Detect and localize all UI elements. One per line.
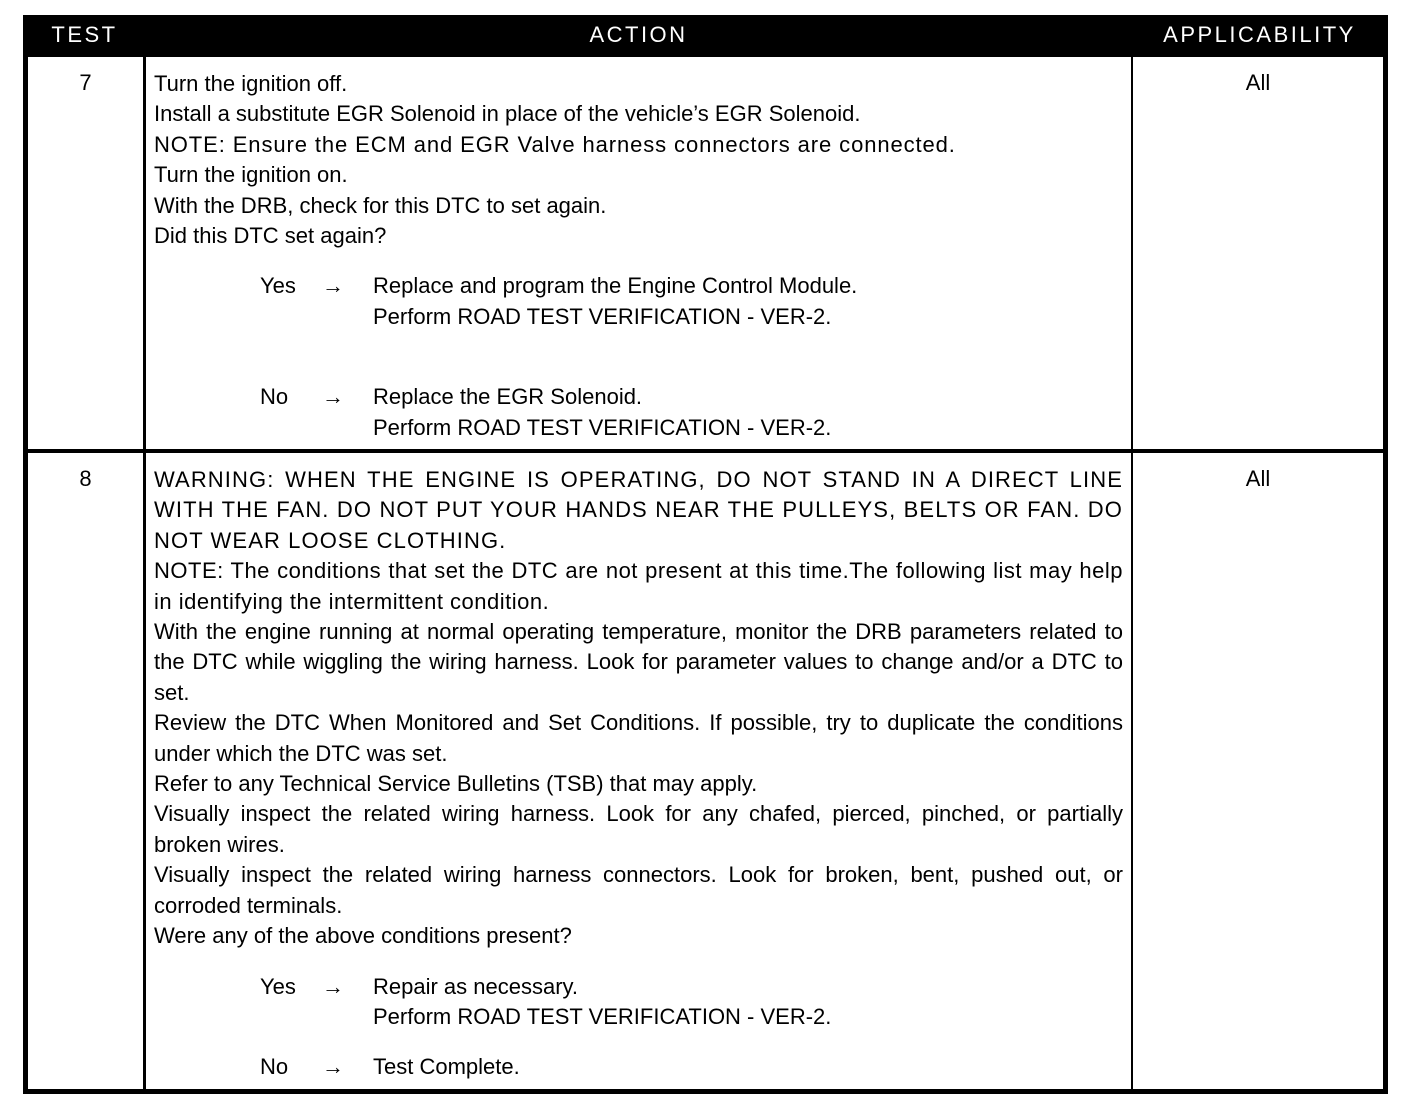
action-line: Install a substitute EGR Solenoid in place of the vehicle’s EGR Solenoid.	[154, 101, 861, 127]
no-response	[154, 1052, 1123, 1082]
action-line: Turn the ignition on.	[154, 162, 348, 188]
header-applicability: APPLICABILITY	[1163, 22, 1356, 47]
yes-verification-text: Perform ROAD TEST VERIFICATION - VER-2.	[373, 1003, 832, 1029]
action-paragraph: Visually inspect the related wiring harness connectors. Look for broken, bent, pushed out, or corroded terminals.	[154, 862, 1123, 918]
warning-paragraph: WARNING: WHEN THE ENGINE IS OPERATING, DO NOT STAND IN A DIRECT LINE WITH THE FAN. DO NOT PUT YOUR HANDS NEAR THE PULLEYS, BELTS OR FAN. DO NOT WEAR LOOSE CLOTHING.	[154, 467, 1123, 553]
right-arrow-icon: →	[322, 973, 344, 999]
header-test: TEST	[51, 22, 118, 47]
action-paragraph: Refer to any Technical Service Bulletins (TSB) that may apply.	[154, 771, 758, 797]
action-line: With the DRB, check for this DTC to set again.	[154, 192, 607, 218]
no-label: No	[260, 1054, 289, 1080]
yes-verification-text: Perform ROAD TEST VERIFICATION - VER-2.	[373, 303, 832, 329]
yes-response	[154, 271, 1123, 301]
test-number-8: 8	[28, 453, 143, 1089]
action-paragraph: Review the DTC When Monitored and Set Conditions. If possible, try to duplicate the conditions under which the DTC was set.	[154, 710, 1123, 766]
question-line: Did this DTC set again?	[154, 223, 387, 249]
action-paragraph: Visually inspect the related wiring harness. Look for any chafed, pierced, pinched, or partially broken wires.	[154, 801, 1123, 857]
applicability-8: All	[1133, 453, 1383, 1089]
note-paragraph: NOTE: The conditions that set the DTC are not present at this time.The following list may help in identifying the intermittent condition.	[154, 558, 1123, 614]
no-action-text: Test Complete.	[373, 1054, 520, 1080]
action-cell-7	[146, 57, 1131, 449]
test-number-7: 7	[28, 57, 143, 449]
header-action: ACTION	[589, 22, 688, 47]
action-paragraph: With the engine running at normal operating temperature, monitor the DRB parameters related to the DTC while wiggling the wiring harness. Look for parameter values to change and/or a DTC to set.	[154, 619, 1123, 705]
action-cell-8	[146, 453, 1131, 1089]
yes-action-text: Repair as necessary.	[373, 973, 579, 999]
no-label: No	[260, 384, 289, 410]
right-arrow-icon: →	[322, 384, 344, 410]
applicability-7: All	[1133, 57, 1383, 449]
right-arrow-icon: →	[322, 273, 344, 299]
note-line: NOTE: Ensure the ECM and EGR Valve harness connectors are connected.	[154, 131, 956, 157]
yes-label: Yes	[260, 973, 296, 999]
yes-action-text: Replace and program the Engine Control Module.	[373, 273, 858, 299]
right-arrow-icon: →	[322, 1054, 344, 1080]
no-action-text: Replace the EGR Solenoid.	[373, 384, 643, 410]
no-response	[154, 382, 1123, 412]
no-verification-text: Perform ROAD TEST VERIFICATION - VER-2.	[373, 414, 832, 440]
yes-response	[154, 972, 1123, 1002]
question-line: Were any of the above conditions present?	[154, 923, 572, 949]
yes-label: Yes	[260, 273, 296, 299]
action-line: Turn the ignition off.	[154, 71, 348, 96]
diagnostic-table	[23, 15, 1388, 1094]
